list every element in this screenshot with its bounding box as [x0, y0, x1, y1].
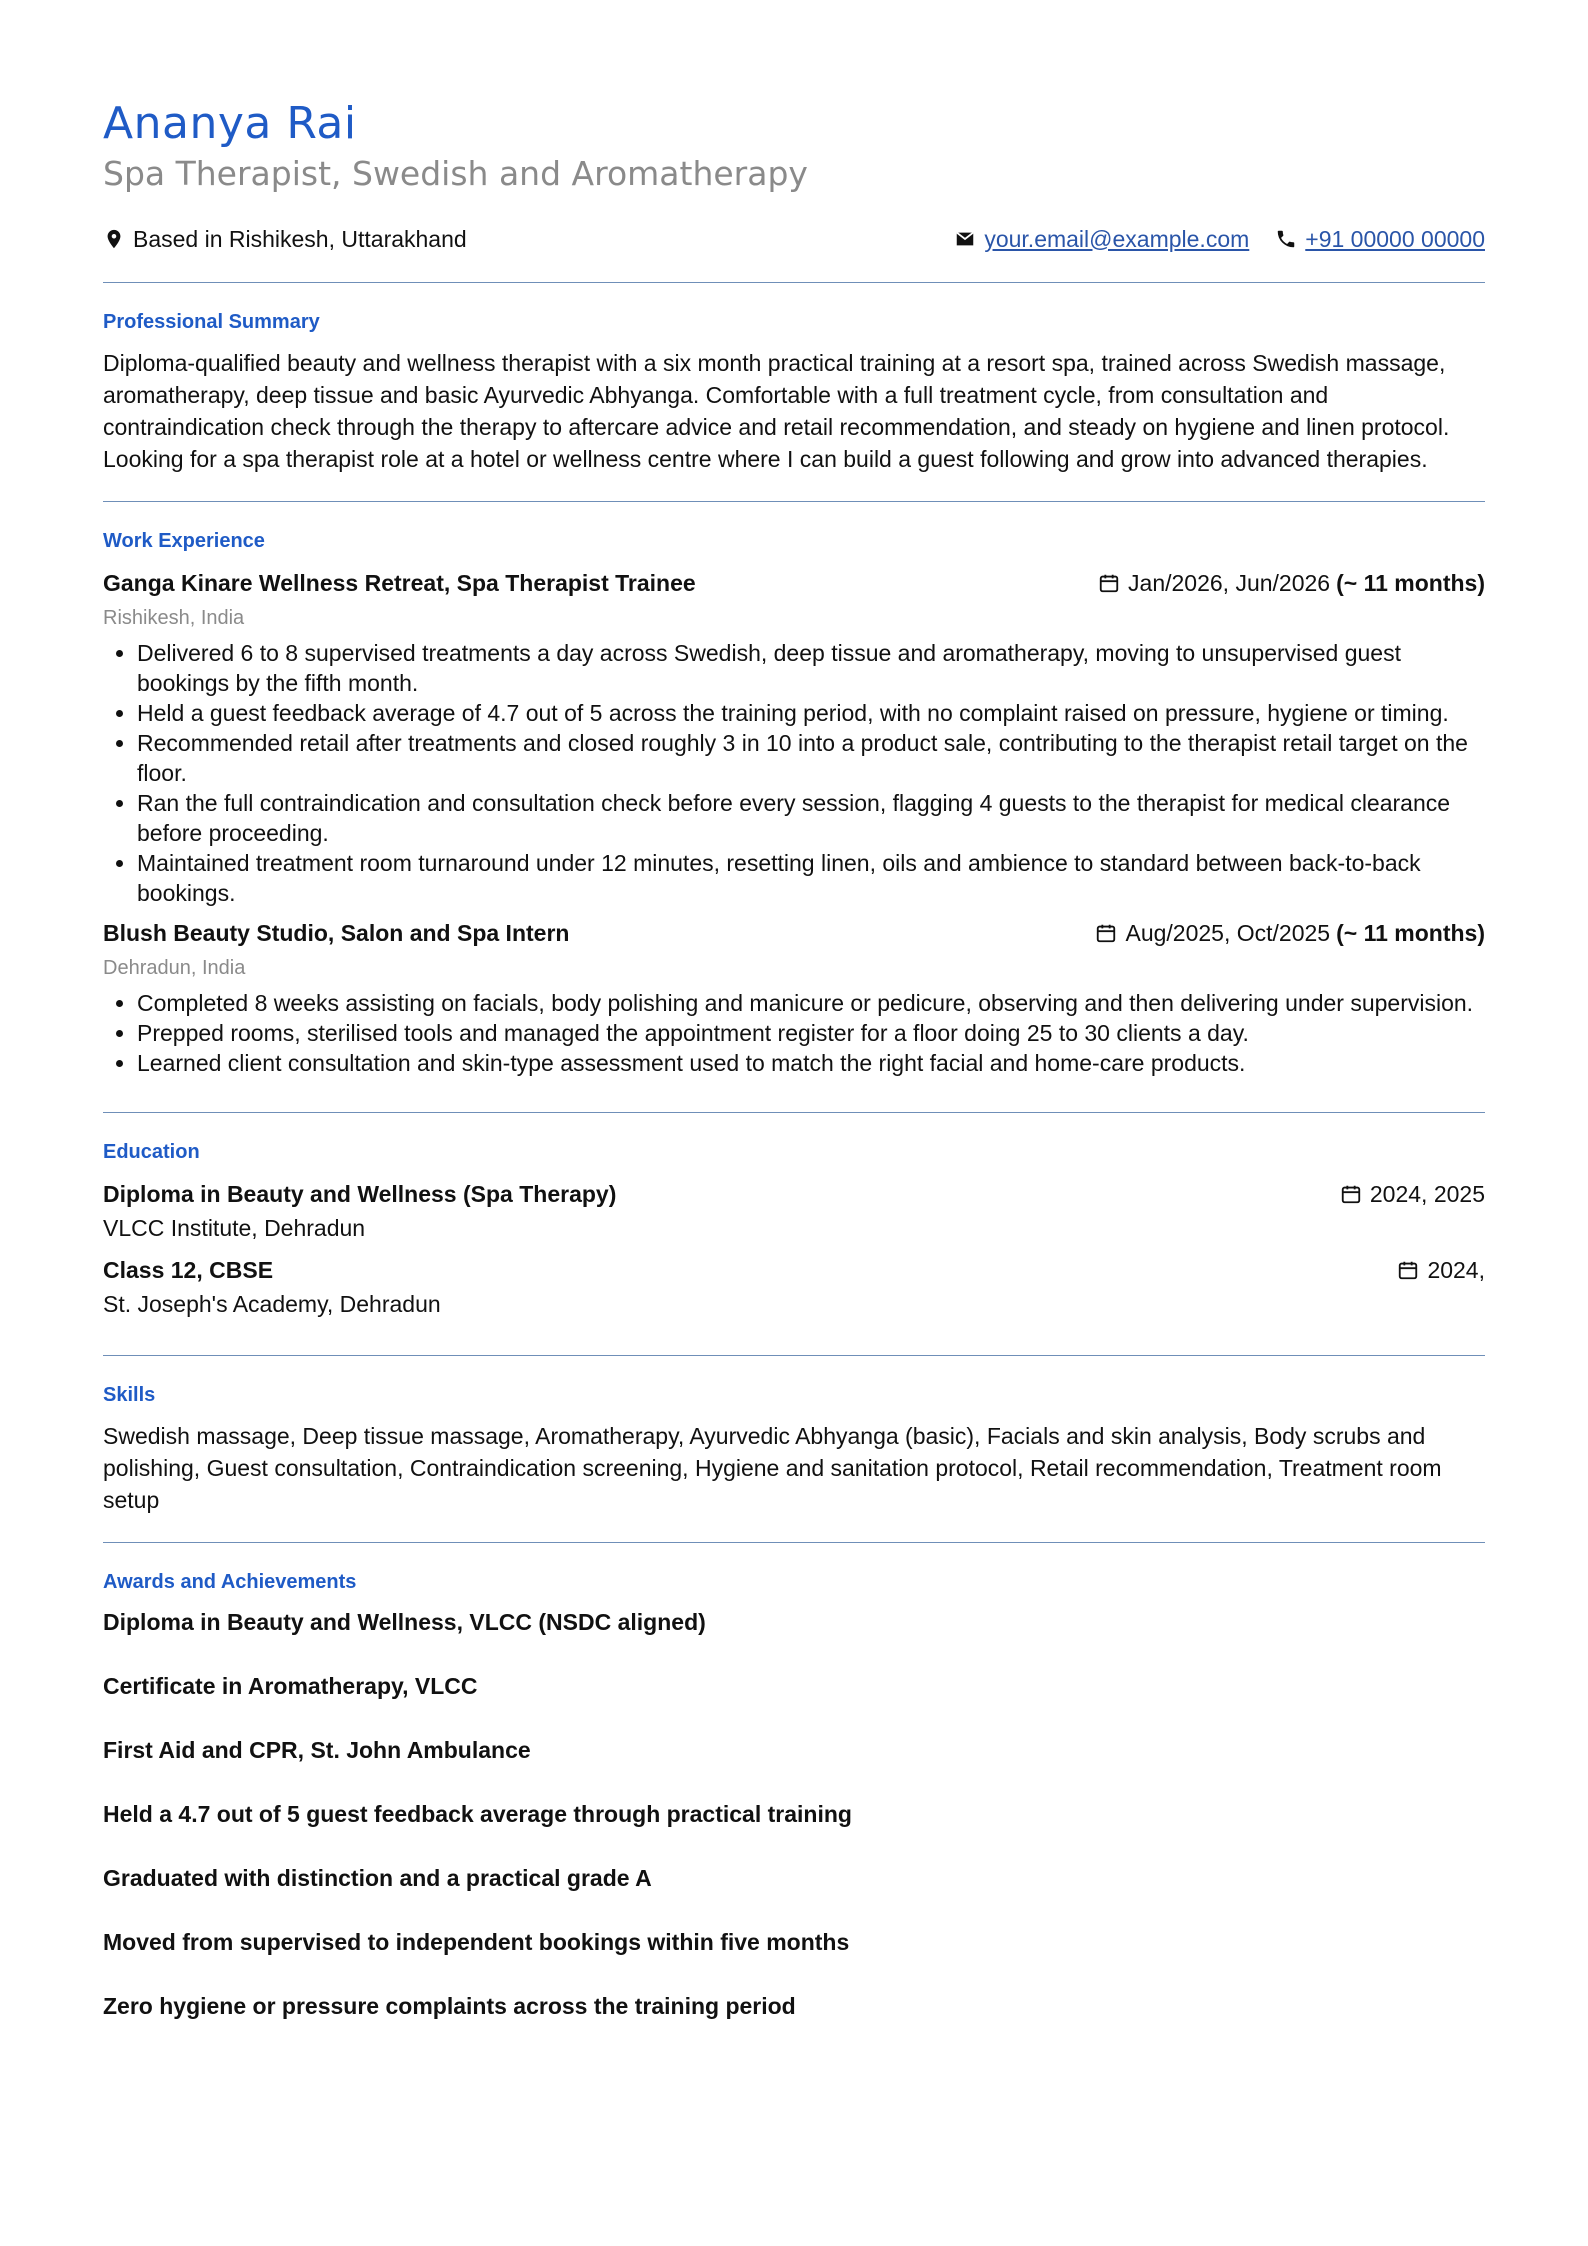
- list-item: • Delivered 6 to 8 supervised treatments a day across Swedish, deep tissue and aromatherapy, moving to unsupervised guest bookings by the fifth month.: [137, 638, 1485, 698]
- award-item: Held a 4.7 out of 5 guest feedback average through practical training: [103, 1801, 852, 1827]
- location-block: [103, 226, 467, 253]
- list-item: • Recommended retail after treatments and closed roughly 3 in 10 into a product sale, contributing to the therapist retail target on the floor.: [137, 728, 1485, 788]
- summary-heading: Professional Summary: [103, 311, 320, 333]
- education-entry: [103, 1253, 1485, 1321]
- skills-text: Swedish massage, Deep tissue massage, Aromatherapy, Ayurvedic Abhyanga (basic), Facials and skin analysis, Body scrubs and polishing, Guest consultation, Contraindication screening, Hygiene and sanitation protocol, Retail recommendation, Treatment room setup: [103, 1423, 1442, 1513]
- education-header: [103, 1177, 1485, 1211]
- education-institution: VLCC Institute, Dehradun: [103, 1215, 366, 1241]
- skills-section: [103, 1356, 1485, 1542]
- job-position: Salon and Spa Intern: [340, 920, 570, 946]
- awards-section: [103, 1543, 1485, 2081]
- awards-heading: Awards and Achievements: [103, 1571, 357, 1593]
- summary-section: [103, 283, 1485, 501]
- phone-icon: [1275, 228, 1297, 250]
- job-entry: [103, 916, 1485, 1078]
- list-item: • Ran the full contraindication and consultation check before every session, flagging 4 guests to the therapist for medical clearance before proceeding.: [137, 788, 1485, 848]
- education-dates: [1340, 1177, 1485, 1211]
- education-degree: Class 12, CBSE: [103, 1257, 274, 1283]
- education-date-range: 2024, 2025: [1369, 1181, 1485, 1207]
- list-item: • Held a guest feedback average of 4.7 out of 5 across the training period, with no complaint raised on pressure, hygiene or timing.: [137, 698, 1485, 728]
- phone-link[interactable]: +91 00000 00000: [1305, 225, 1485, 252]
- job-duration: (~ 11 months): [1336, 570, 1485, 596]
- award-item: Graduated with distinction and a practical grade A: [103, 1865, 652, 1891]
- education-heading: Education: [103, 1141, 200, 1163]
- experience-heading: Work Experience: [103, 530, 265, 552]
- job-title: Blush Beauty Studio, Salon and Spa Intern: [103, 920, 570, 946]
- award-item: First Aid and CPR, St. John Ambulance: [103, 1737, 531, 1763]
- education-degree: Diploma in Beauty and Wellness (Spa Therapy): [103, 1181, 617, 1207]
- list-item: • Prepped rooms, sterilised tools and managed the appointment register for a floor doing 25 to 30 clients a day.: [137, 1018, 1485, 1048]
- award-item: Certificate in Aromatherapy, VLCC: [103, 1673, 478, 1699]
- envelope-icon: [954, 228, 976, 250]
- location-text: Based in Rishikesh, Uttarakhand: [133, 225, 467, 252]
- job-duration: (~ 11 months): [1336, 920, 1485, 946]
- job-bullets: [103, 988, 1485, 1078]
- award-item: Diploma in Beauty and Wellness, VLCC (NSDC aligned): [103, 1609, 706, 1635]
- summary-text: Diploma-qualified beauty and wellness therapist with a six month practical training at a resort spa, trained across Swedish massage, aromatherapy, deep tissue and basic Ayurvedic Abhyanga. Comfortable with a full treatment cycle, from consultation and contraindication check through the therapy to aftercare advice and retail recommendation, and steady on hygiene and linen protocol. Looking for a spa therapist role at a hotel or wellness centre where I can build a guest following and grow into advanced therapies.: [103, 350, 1450, 472]
- list-item: • Completed 8 weeks assisting on facials, body polishing and manicure or pedicure, observing and then delivering under supervision.: [137, 988, 1485, 1018]
- skills-heading: Skills: [103, 1384, 156, 1406]
- education-dates: [1397, 1253, 1485, 1287]
- list-item: • Maintained treatment room turnaround under 12 minutes, resetting linen, oils and ambience to standard between back-to-back bookings.: [137, 848, 1485, 908]
- job-bullets: [103, 638, 1485, 908]
- education-section: [103, 1113, 1485, 1355]
- calendar-icon: [1095, 922, 1117, 944]
- education-institution: St. Joseph's Academy, Dehradun: [103, 1291, 441, 1317]
- job-position: Spa Therapist Trainee: [456, 570, 696, 596]
- job-date-range: Jan/2026, Jun/2026: [1128, 570, 1331, 596]
- calendar-icon: [1340, 1183, 1362, 1205]
- calendar-icon: [1098, 572, 1120, 594]
- job-location: Dehradun, India: [103, 957, 246, 979]
- job-dates: [1095, 916, 1485, 950]
- candidate-name: Ananya Rai: [103, 98, 357, 149]
- phone-item: [1275, 226, 1485, 253]
- job-company: Ganga Kinare Wellness Retreat: [103, 570, 444, 596]
- job-location: Rishikesh, India: [103, 607, 245, 629]
- contact-row: [103, 222, 1485, 256]
- education-entry: [103, 1177, 1485, 1245]
- award-item: Moved from supervised to independent bookings within five months: [103, 1929, 850, 1955]
- job-header: [103, 916, 1485, 950]
- list-item: • Learned client consultation and skin-type assessment used to match the right facial and home-care products.: [137, 1048, 1485, 1078]
- candidate-role: Spa Therapist, Swedish and Aromatherapy: [103, 154, 808, 193]
- job-date-range: Aug/2025, Oct/2025: [1125, 920, 1331, 946]
- job-dates: [1098, 566, 1485, 600]
- award-item: Zero hygiene or pressure complaints across the training period: [103, 1993, 796, 2019]
- education-date-range: 2024,: [1427, 1257, 1485, 1283]
- email-item: [954, 226, 1249, 253]
- contact-links: [928, 226, 1485, 253]
- job-title: Ganga Kinare Wellness Retreat, Spa Therapist Trainee: [103, 570, 696, 596]
- education-header: [103, 1253, 1485, 1287]
- calendar-icon: [1397, 1259, 1419, 1281]
- job-header: [103, 566, 1485, 600]
- experience-section: [103, 502, 1485, 1112]
- email-link[interactable]: your.email@example.com: [984, 225, 1250, 252]
- job-company: Blush Beauty Studio: [103, 920, 328, 946]
- job-entry: [103, 566, 1485, 908]
- location-pin-icon: [103, 228, 125, 250]
